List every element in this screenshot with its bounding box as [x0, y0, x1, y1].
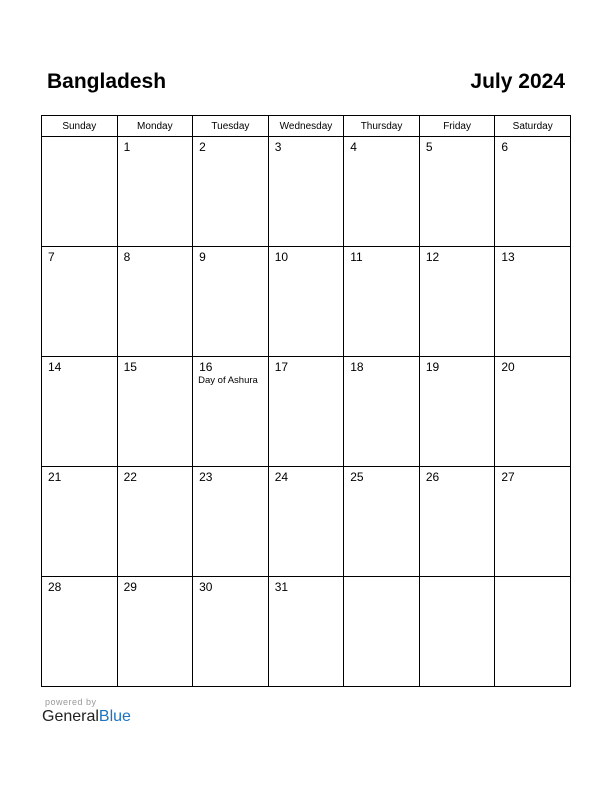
day-cell [117, 467, 193, 577]
weekday-header: Friday [419, 116, 495, 137]
powered-by-label: powered by [45, 697, 97, 707]
day-number: 10 [274, 250, 289, 264]
day-cell [344, 357, 420, 467]
day-number: 13 [501, 250, 515, 264]
day-number: 2 [199, 140, 206, 154]
day-number: 27 [501, 470, 515, 484]
day-number [495, 577, 570, 581]
day-number: 15 [123, 360, 137, 374]
country-title: Bangladesh [47, 70, 167, 93]
calendar-grid [41, 115, 571, 687]
day-cell [193, 247, 269, 357]
day-number: 30 [199, 580, 213, 594]
week-row [42, 577, 571, 687]
day-cell [193, 137, 269, 247]
day-number: 21 [48, 470, 62, 484]
day-cell [419, 247, 495, 357]
day-number: 4 [350, 140, 357, 154]
day-number: 18 [350, 360, 364, 374]
day-number: 20 [501, 360, 515, 374]
day-cell [42, 357, 118, 467]
week-row [42, 357, 571, 467]
day-number: 3 [274, 140, 282, 154]
brand-general-text: General [42, 708, 99, 725]
day-number: 7 [48, 250, 55, 264]
day-cell [268, 577, 344, 687]
weekday-header: Tuesday [193, 116, 269, 137]
weekday-header: Thursday [344, 116, 420, 137]
day-number: 31 [274, 580, 289, 594]
day-cell [419, 467, 495, 577]
day-number: 8 [123, 250, 131, 264]
week-row [42, 467, 571, 577]
brand-blue-text: Blue [98, 708, 131, 725]
day-number: 19 [425, 360, 440, 374]
day-cell [193, 467, 269, 577]
day-cell [495, 137, 571, 247]
day-cell [419, 137, 495, 247]
day-number: 26 [425, 470, 440, 484]
day-number: 5 [425, 140, 433, 154]
day-cell [42, 137, 118, 247]
day-cell [117, 137, 193, 247]
day-cell [344, 577, 420, 687]
holiday-label: Day of Ashura [198, 375, 258, 386]
day-number: 14 [48, 360, 62, 374]
weekday-header: Monday [117, 116, 193, 137]
day-number: 11 [350, 250, 363, 264]
day-cell [495, 247, 571, 357]
day-cell [117, 357, 193, 467]
day-cell [42, 467, 118, 577]
day-number: 23 [199, 470, 213, 484]
day-cell [495, 577, 571, 687]
day-cell [117, 247, 193, 357]
weekday-header: Sunday [42, 116, 118, 137]
day-number: 16 [199, 360, 213, 374]
day-cell [268, 137, 344, 247]
day-cell [344, 467, 420, 577]
month-year-title: July 2024 [470, 70, 565, 93]
day-cell [268, 247, 344, 357]
weekday-header: Wednesday [268, 116, 344, 137]
week-row [42, 247, 571, 357]
day-cell [193, 577, 269, 687]
day-number: 12 [425, 250, 440, 264]
day-number: 22 [123, 470, 137, 484]
day-number [420, 577, 495, 581]
day-number: 6 [501, 140, 509, 154]
day-number: 25 [350, 470, 364, 484]
week-row [42, 137, 571, 247]
weekday-header: Saturday [495, 116, 571, 137]
generalblue-logo[interactable] [42, 708, 131, 726]
day-number: 28 [48, 580, 62, 594]
day-cell [495, 357, 571, 467]
day-cell [42, 577, 118, 687]
day-cell [193, 357, 269, 467]
day-cell [419, 577, 495, 687]
weekday-header-row [42, 116, 571, 137]
day-number: 17 [274, 360, 289, 374]
day-number [344, 577, 419, 581]
day-cell [419, 357, 495, 467]
day-number: 9 [199, 250, 206, 264]
day-cell [268, 467, 344, 577]
day-cell [344, 137, 420, 247]
day-number: 1 [123, 140, 131, 154]
day-cell [268, 357, 344, 467]
day-number: 24 [274, 470, 289, 484]
day-cell [42, 247, 118, 357]
day-number: 29 [123, 580, 137, 594]
day-cell [495, 467, 571, 577]
day-cell [344, 247, 420, 357]
day-cell [117, 577, 193, 687]
day-number [42, 137, 117, 141]
